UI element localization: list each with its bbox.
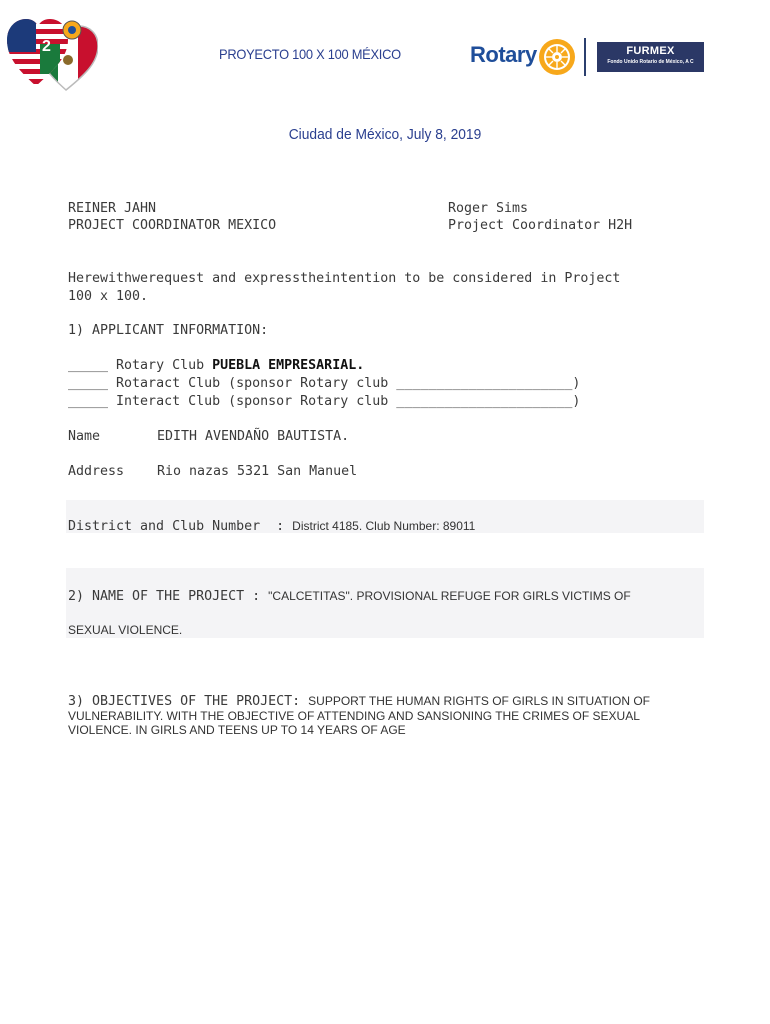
option-label: Rotaract Club (sponsor Rotary club (108, 376, 397, 391)
option-blank: _____ (68, 358, 109, 373)
date-line: Ciudad de México, July 8, 2019 (288, 126, 482, 143)
project-name-value-2: SEXUAL VIOLENCE. (68, 623, 183, 637)
header-divider (584, 38, 586, 76)
district-label: District and Club Number : (68, 519, 293, 534)
project-name-value-1: "CALCETITAS". PROVISIONAL REFUGE FOR GIRLS VICTIMS OF (268, 589, 631, 603)
option-label: Rotary Club (108, 358, 213, 373)
option-rotary-club (68, 357, 364, 375)
name-value: EDITH AVENDAÑO BAUTISTA. (157, 429, 350, 444)
name-label: Name (68, 429, 101, 444)
address-label: Address (68, 464, 125, 479)
objectives-value-2: VULNERABILITY. WITH THE OBJECTIVE OF ATTENDING AND SANSIONING THE CRIMES OF SEXUAL (68, 709, 640, 723)
intro-line-2: 100 x 100. (68, 289, 149, 304)
intro-line-1: Herewithwerequest and expresstheintention to be considered in Project (68, 271, 621, 286)
address-value: Rio nazas 5321 San Manuel (157, 464, 358, 479)
objectives-value-1: SUPPORT THE HUMAN RIGHTS OF GIRLS IN SITUATION OF (308, 694, 650, 708)
objectives-value-3: VIOLENCE. IN GIRLS AND TEENS UP TO 14 YEARS OF AGE (68, 723, 406, 737)
option-rotaract-club (68, 375, 580, 393)
furmex-name: FURMEX (626, 45, 675, 57)
objectives-label: 3) OBJECTIVES OF THE PROJECT: (68, 694, 309, 709)
header-title: PROYECTO 100 X 100 MÉXICO (219, 46, 401, 62)
section1-heading: 1) APPLICANT INFORMATION: (68, 323, 269, 338)
rotary-wheel-icon (537, 37, 577, 77)
heart-flag-icon (6, 16, 98, 92)
option-blank: _____ (68, 376, 109, 391)
heart-number: 2 (42, 38, 51, 55)
furmex-subtitle: Fondo Unido Rotario de México, A C (607, 59, 694, 65)
option-suffix: ______________________) (396, 376, 581, 391)
addressee-left-name: REINER JAHN (68, 201, 157, 216)
district-value: District 4185. Club Number: 89011 (292, 519, 476, 533)
project-name-label: 2) NAME OF THE PROJECT : (68, 589, 269, 604)
furmex-logo (597, 42, 704, 72)
option-label: Interact Club (sponsor Rotary club (108, 394, 397, 409)
addressee-left-role: PROJECT COORDINATOR MEXICO (68, 218, 277, 233)
option-suffix: ______________________) (396, 394, 581, 409)
district-row (68, 515, 475, 536)
option-interact-club (68, 393, 580, 411)
project-name-row (68, 585, 631, 606)
heart-flag-logo (6, 16, 98, 92)
option-blank: _____ (68, 394, 109, 409)
objectives-row (68, 690, 650, 711)
addressee-right-role: Project Coordinator H2H (448, 218, 633, 233)
option-value: PUEBLA EMPRESARIAL. (212, 358, 365, 373)
addressee-right-name: Roger Sims (448, 201, 529, 216)
rotary-wordmark: Rotary (470, 42, 537, 67)
